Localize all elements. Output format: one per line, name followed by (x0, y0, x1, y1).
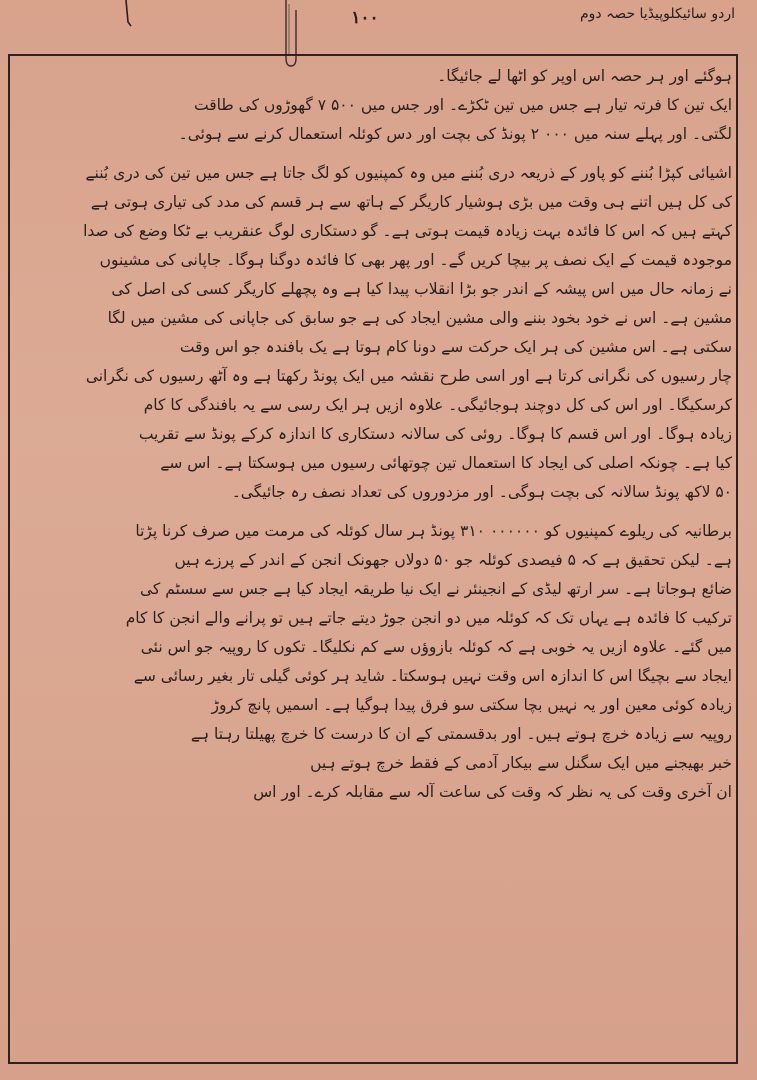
text-line: ایجاد سے بچیگا اس کا اندازہ اس وقت نہیں ہوسکتا۔ شاید ہر کوئی گیلی تار بغیر رسائی سے (133, 667, 732, 685)
text-line: ترکیب کا فائدہ ہے یہاں تک کہ کوئلہ میں دو انجن جوڑ دیتے جاتے ہیں تو پرانے والے انجن کا کام (125, 609, 732, 627)
text-line: میں گئے۔ علاوہ ازیں یہ خوبی ہے کہ کوئلہ بازوؤں سے کم نکلیگا۔ تکوں کا روپیہ جو اس نئی (140, 638, 732, 656)
text-line: نے زمانہ حال میں اس پیشہ کے اندر جو بڑا انقلاب پیدا کیا ہے وہ پچھلے کاریگر کسی کی اصل کی (111, 280, 732, 298)
running-title: اردو سائیکلوپیڈیا حصہ دوم (579, 6, 735, 22)
page-number: ۱۰۰ (351, 8, 379, 28)
text-line: خبر بھیجنے میں ایک سگنل سے بیکار آدمی کے فقط خرچ ہوتے ہیں (310, 754, 732, 772)
text-line: کرسکیگا۔ اور اس کی کل دوچند ہوجائیگی۔ علاوہ ازیں ہر ایک رسی سے یہ بافندگی کا کام (143, 396, 732, 414)
text-line: سکتی ہے۔ اس مشین کی ہر ایک حرکت سے دونا کام ہوتا ہے یک بافندہ جو اس وقت (179, 338, 732, 356)
text-line: کیا ہے۔ چونکہ اصلی کی ایجاد کا استعمال تین چوتھائی رسیوں میں ہوسکتا ہے۔ اس سے (160, 454, 732, 472)
text-line: لگتی۔ اور پہلے سنہ میں ۰۰۰ ۲ پونڈ کی بچت اور دس کوئلہ استعمال کرنے سے ہوئی۔ (178, 125, 732, 143)
text-line: اشیائی کپڑا بُننے کو پاور کے ذریعہ دری بُننے میں وہ کمپنیوں کو لگ جاتا ہے جس میں تین کی دری بُننے (85, 164, 732, 182)
paragraph-2 (20, 159, 732, 507)
text-line: چار رسیوں کی نگرانی کرتا ہے اور اسی طرح نقشہ میں ایک پونڈ رکھتا ہے وہ آٹھ رسیوں کی نگرانی (85, 367, 732, 385)
page-header (0, 0, 757, 42)
text-line: برطانیہ کی ریلوے کمپنیوں کو ۰۰۰۰۰۰ ۳۱۰ پونڈ ہر سال کوئلہ کی مرمت میں صرف کرنا پڑتا (135, 522, 732, 540)
text-line: زیادہ کوئی معین اور یہ نہیں بچا سکتی سو فرق پیدا ہوگیا ہے۔ اسمیں پانچ کروڑ (211, 696, 732, 714)
paragraph-1 (20, 62, 732, 149)
text-line: کہتے ہیں کہ اس کا فائدہ بہت زیادہ قیمت ہوتی ہے۔ گو دستکاری لوگ عنقریب بے ٹکا وضع کی صدا (83, 222, 732, 240)
ink-mark-icon (122, 0, 134, 28)
text-line: زیادہ ہوگا۔ اور اس قسم کا ہوگا۔ روئی کی سالانہ دستکاری کا اندازہ کرکے پونڈ سے تقریب (138, 425, 732, 443)
text-line: ان آخری وقت کی یہ نظر کہ وقت کی ساعت آلہ سے مقابلہ کرے۔ اور اس (253, 783, 732, 801)
text-line: ہوگئے اور ہر حصہ اس اوپر کو اٹھا لے جائیگا۔ (437, 67, 732, 85)
text-line: ضائع ہوجاتا ہے۔ سر ارتھ لیڈی کے انجینئر نے ایک نیا طریقہ ایجاد کیا ہے جس سے سسٹم کی (139, 580, 732, 598)
text-line: کی کل ہیں اتنے ہی وقت میں بڑی ہوشیار کاریگر کے ہاتھ سے ہر قسم کی مدد کی تیاری ہوتی ہے (90, 193, 732, 211)
article-body (20, 62, 732, 1060)
text-line: ۵۰ لاکھ پونڈ سالانہ کی بچت ہوگی۔ اور مزدوروں کی تعداد نصف رہ جائیگی۔ (231, 483, 732, 501)
text-line: ہے۔ لیکن تحقیق ہے کہ ۵ فیصدی کوئلہ جو ۵۰ دولاں جھونک انجن کے اندر کے پرزے ہیں (174, 551, 732, 569)
text-line: مشین ہے۔ اس نے خود بخود بننے والی مشین ایجاد کی ہے جو سابق کی جاپانی کی مشین میں لگا (107, 309, 732, 327)
text-line: روپیہ سے زیادہ خرچ ہوتے ہیں۔ اور بدقسمتی کے ان کا درست کا خرچ پھیلتا رہتا ہے (190, 725, 732, 743)
text-line: ایک تین کا فرتہ تیار ہے جس میں تین ٹکڑے۔ اور جس میں ۵۰۰ ۷ گھوڑوں کی طاقت (194, 96, 732, 114)
text-line: موجودہ قیمت کے ایک نصف پر بیچا کریں گے۔ اور پھر بھی کا فائدہ دوگنا ہوگا۔ جاپانی کی مشینوں (99, 251, 732, 269)
paragraph-3 (20, 517, 732, 807)
